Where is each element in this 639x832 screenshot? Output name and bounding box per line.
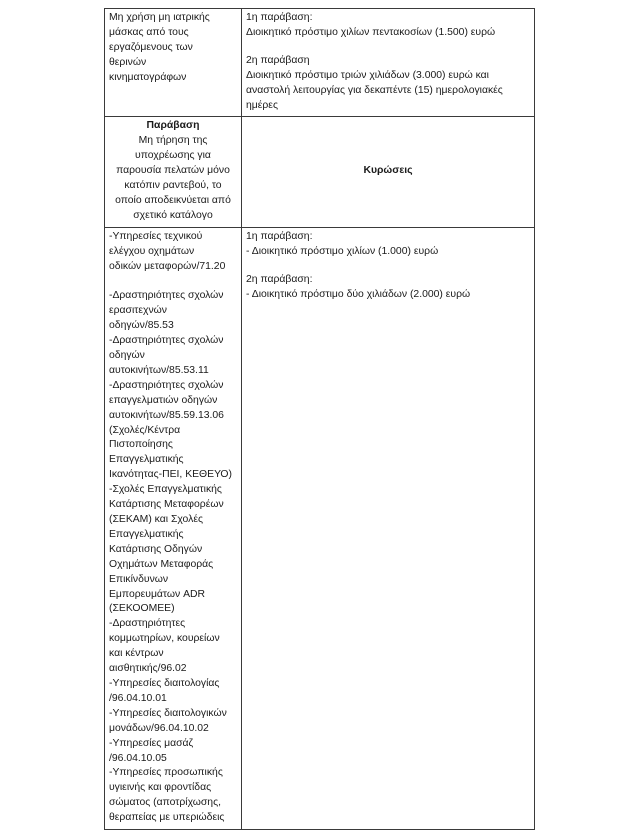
violation-header-cell (105, 117, 242, 227)
first-violation-label: 1η παράβαση: (246, 230, 313, 242)
table-row (105, 9, 535, 117)
second-violation-label: 2η παράβαση (246, 54, 310, 66)
violation-cell (105, 9, 242, 117)
first-violation-text: - Διοικητικό πρόστιμο χιλίων (1.000) ευρώ (246, 245, 439, 257)
sanctions-heading: Κυρώσεις (242, 117, 535, 227)
sanctions-cell (242, 227, 535, 829)
activities-list: -Υπηρεσίες τεχνικού ελέγχου οχημάτων οδικών μεταφορών/71.20 -Δραστηριότητες σχολών ερασιτεχνών οδηγών/85.53 -Δραστηριότητες σχολών οδηγών αυτοκινήτων/85.53.11 -Δραστηριότητες σχολών επαγγελματιών οδηγών αυτοκινήτων/85.59.13.06 (Σχολές/Κέντρα Πιστοποίησης Επαγγελματικής Ικανότητας-ΠΕΙ, ΚΕΘΕΥΟ) -Σχολές Επαγγελματικής Κατάρτισης Μεταφορέων (ΣΕΚΑΜ) και Σχολές Επαγγελματικής Κατάρτισης Οδηγών Οχημάτων Μεταφοράς Επικίνδυνων Εμπορευμάτων ADR (ΣΕΚΟΟΜΕΕ) -Δραστηριότητες κομμωτηρίων, κουρείων και κέντρων αισθητικής/96.02 -Υπηρεσίες διαιτολογίας /96.04.10.01 -Υπηρεσίες διαιτολογικών μονάδων/96.04.10.02 -Υπηρεσίες μασάζ /96.04.10.05 -Υπηρεσίες προσωπικής υγιεινής και φροντίδας σώματος (αποτρίχωσης, θεραπείας με υπεριώδεις (109, 230, 232, 824)
table-row (105, 227, 535, 829)
first-violation-label: 1η παράβαση: (246, 12, 313, 23)
activities-cell (105, 227, 242, 829)
second-violation-label: 2η παράβαση: (246, 273, 313, 285)
sanctions-table (104, 8, 535, 830)
second-violation-text: - Διοικητικό πρόστιμο δύο χιλιάδων (2.000) ευρώ (246, 288, 471, 300)
second-violation-text: Διοικητικό πρόστιμο τριών χιλιάδων (3.000) ευρώ και αναστολή λειτουργίας για δεκαπέντε (15) ημερολογιακές ημέρες (246, 69, 503, 111)
violation-heading-description: Μη τήρηση της υποχρέωσης για παρουσία πελατών μόνο κατόπιν ραντεβού, το οποίο αποδεικνύεται από σχετικό κατάλογο (115, 135, 231, 221)
first-violation-text: Διοικητικό πρόστιμο χιλίων πεντακοσίων (1.500) ευρώ (246, 26, 496, 38)
violation-heading: Παράβαση (146, 120, 200, 132)
violation-text: Μη χρήση μη ιατρικής μάσκας από τους εργαζόμενους των θερινών κινηματογράφων (109, 12, 210, 83)
sanctions-cell (242, 9, 535, 117)
table-header-row (105, 117, 535, 227)
